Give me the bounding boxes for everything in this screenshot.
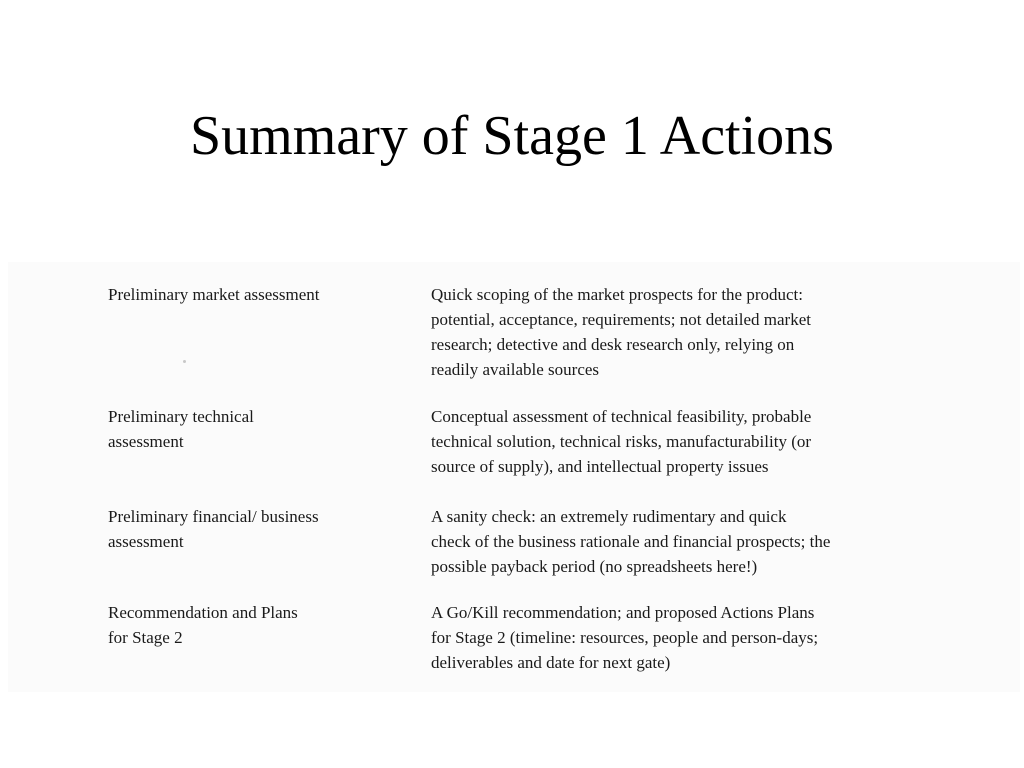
row-label: Preliminary market assessment [108, 285, 320, 304]
row-description: Quick scoping of the market prospects for the product: potential, acceptance, requirements; not detailed market research; detective and desk research only, relying on readily available sources [431, 285, 811, 379]
row-label: Preliminary technical assessment [108, 407, 254, 451]
row-description: A sanity check: an extremely rudimentary and quick check of the business rationale and financial prospects; the possible payback period (no spreadsheets here!) [431, 507, 831, 576]
row-label: Preliminary financial/ business assessment [108, 507, 319, 551]
slide-title: Summary of Stage 1 Actions [190, 105, 834, 167]
row-description: Conceptual assessment of technical feasibility, probable technical solution, technical risks, manufacturability (or source of supply), and intellectual property issues [431, 407, 812, 476]
row-label: Recommendation and Plans for Stage 2 [108, 603, 298, 647]
scanned-table [8, 262, 1020, 692]
scan-speck [183, 360, 186, 363]
row-description: A Go/Kill recommendation; and proposed Actions Plans for Stage 2 (timeline: resources, people and person-days; deliverables and date for next gate) [431, 603, 819, 672]
